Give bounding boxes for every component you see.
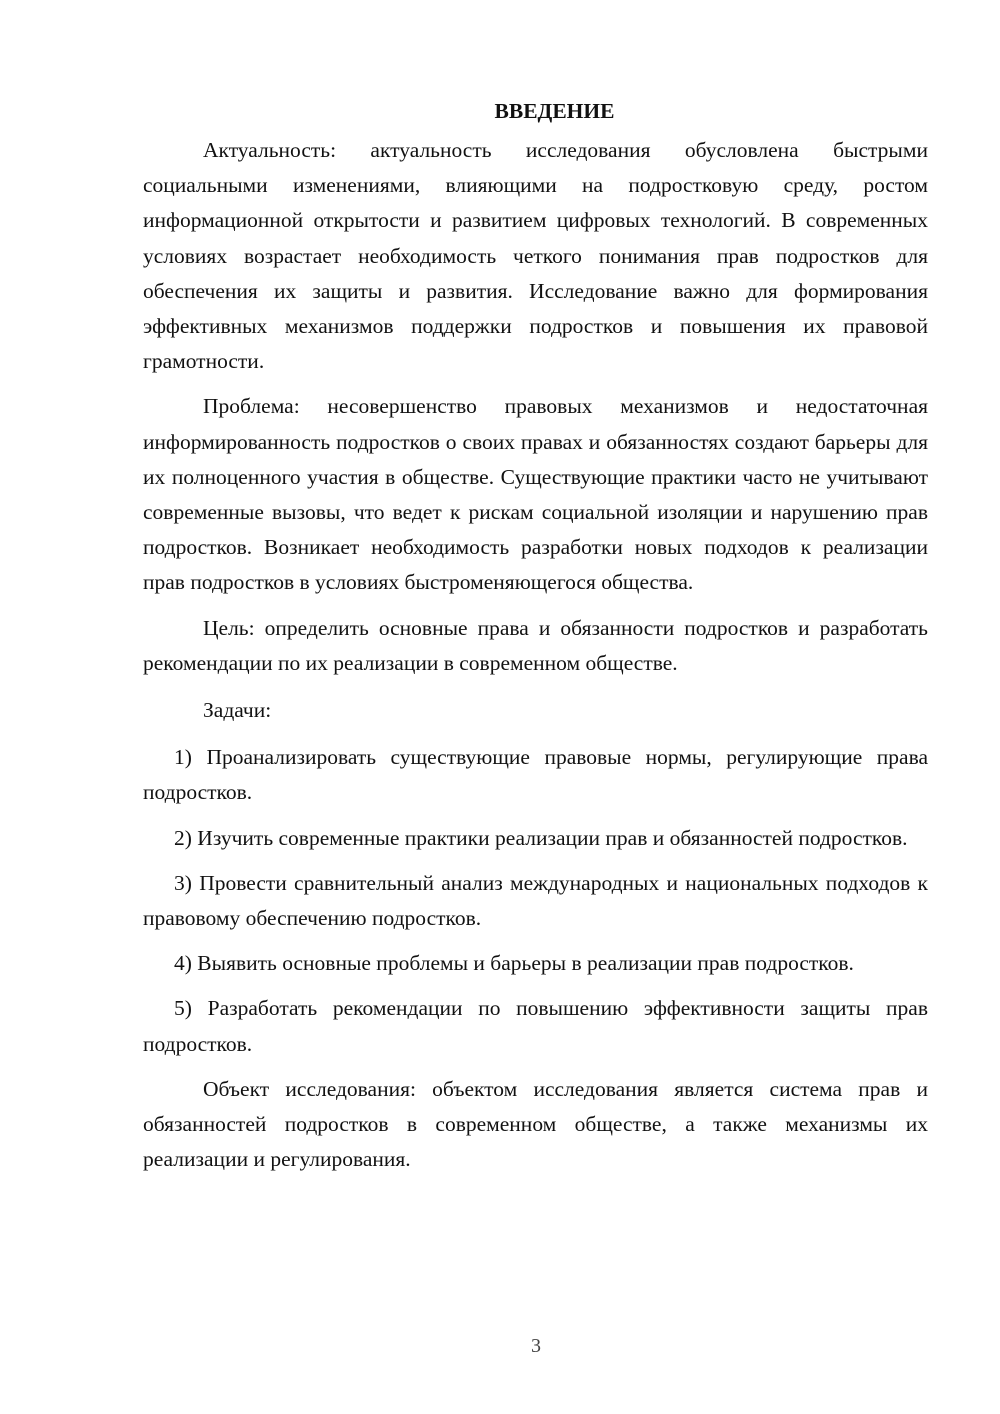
- tasks-heading: Задачи:: [203, 698, 272, 723]
- tasks-list: [143, 740, 928, 1062]
- task-text: Проанализировать существующие правовые нормы, регулирующие права подростков.: [143, 745, 929, 805]
- task-number: 5): [174, 996, 192, 1021]
- task-item: [143, 946, 928, 981]
- task-item: [143, 740, 928, 810]
- task-text: Изучить современные практики реализации прав и обязанностей подростков.: [197, 825, 908, 850]
- task-item: [143, 991, 928, 1061]
- problem-paragraph: Проблема: несовершенство правовых механизмов и недостаточная информированность подростков о своих правах и обязанностях создают барьеры для их полноценного участия в обществе. Существующие практики часто не учитывают современные вызовы, что ведет к рискам социальной изоляции и нарушению прав подростков. Возникает необходимость разработки новых подходов к реализации прав подростков в условиях быстроменяющегося общества.: [143, 394, 928, 595]
- object-paragraph: Объект исследования: объектом исследования является система прав и обязанностей подростков в современном обществе, а также механизмы их реализации и регулирования.: [143, 1076, 928, 1172]
- task-text: Разработать рекомендации по повышению эффективности защиты прав подростков.: [143, 996, 928, 1056]
- page-title: ВВЕДЕНИЕ: [494, 99, 615, 123]
- task-text: Провести сравнительный анализ международных и национальных подходов к правовому обеспечению подростков.: [143, 870, 928, 931]
- task-item: [143, 821, 928, 856]
- task-item: [143, 866, 928, 936]
- task-number: 4): [174, 951, 192, 976]
- task-number: 2): [174, 825, 192, 850]
- relevance-paragraph: Актуальность: актуальность исследования обусловлена быстрыми социальными изменениями, влияющими на подростковую среду, ростом информационной открытости и развитием цифровых технологий. В современных условиях возрастает необходимость четкого понимания прав подростков для обеспечения их защиты и развития. Исследование важно для формирования эффективных механизмов поддержки подростков и повышения их правовой грамотности.: [143, 138, 928, 374]
- document-body: [143, 95, 928, 1187]
- page-number: 3: [531, 1335, 541, 1357]
- task-number: 3): [174, 870, 192, 895]
- task-number: 1): [174, 745, 192, 770]
- aim-paragraph: Цель: определить основные права и обязанности подростков и разработать рекомендации по их реализации в современном обществе.: [143, 615, 928, 675]
- task-text: Выявить основные проблемы и барьеры в реализации прав подростков.: [197, 951, 854, 976]
